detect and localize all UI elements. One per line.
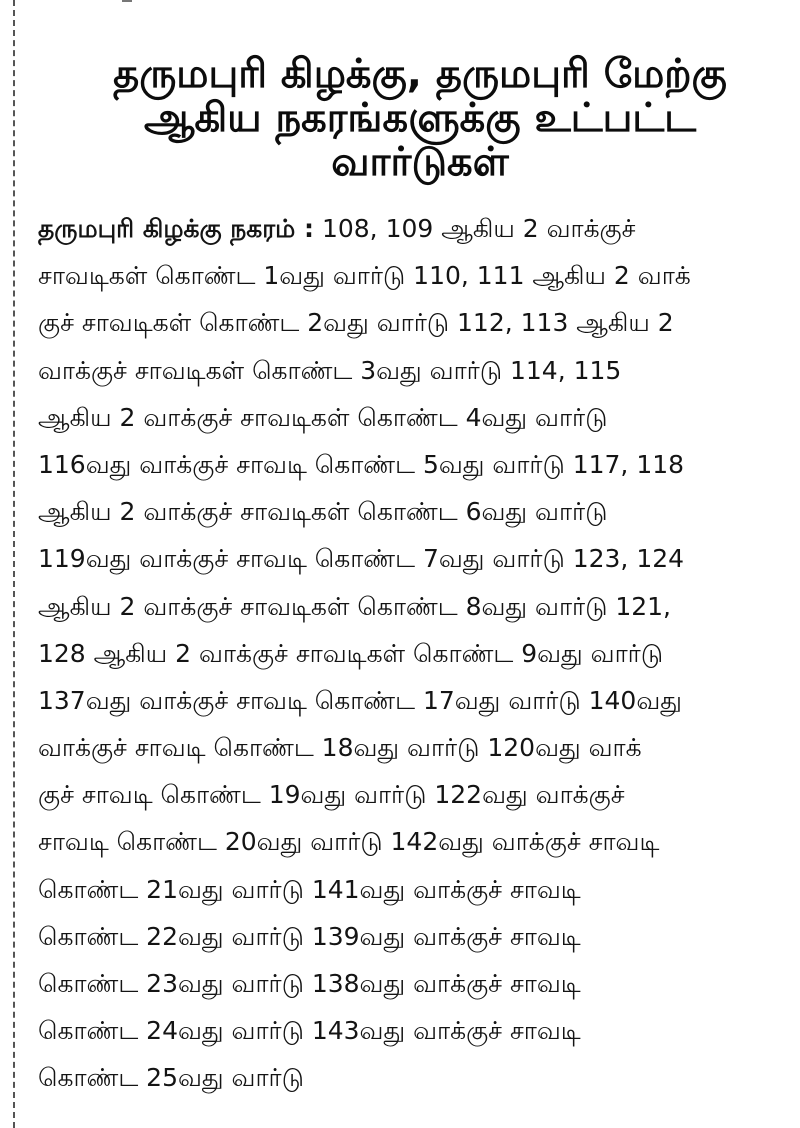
body-line: கொண்ட 21வது வார்டு 141வது வாக்குச் சாவடி [38, 874, 581, 904]
body-line: குச் சாவடிகள் கொண்ட 2வது வார்டு 112, 113 ஆகிய 2 [38, 308, 674, 338]
body-line: 128 ஆகிய 2 வாக்குச் சாவடிகள் கொண்ட 9வது வார்டு [38, 638, 664, 668]
headline-line-1: தருமபுரி கிழக்கு, தருமபுரி மேற்கு [113, 51, 727, 97]
body-line: வாக்குச் சாவடி கொண்ட 18வது வார்டு 120வது வாக் [38, 733, 642, 763]
body-line: சாவடிகள் கொண்ட 1வது வார்டு 110, 111 ஆகிய 2 வாக் [38, 261, 691, 291]
body-line: 137வது வாக்குச் சாவடி கொண்ட 17வது வார்டு 140வது [38, 685, 682, 715]
body-line: 116வது வாக்குச் சாவடி கொண்ட 5வது வார்டு 117, 118 [38, 449, 685, 479]
body-line: குச் சாவடி கொண்ட 19வது வார்டு 122வது வாக்குச் [38, 780, 625, 810]
body-line [38, 205, 798, 252]
body-line: கொண்ட 24வது வார்டு 143வது வாக்குச் சாவடி [38, 1016, 581, 1046]
article-body [38, 205, 798, 1102]
body-line: கொண்ட 23வது வார்டு 138வது வாக்குச் சாவடி [38, 969, 581, 998]
body-line: ஆகிய 2 வாக்குச் சாவடிகள் கொண்ட 6வது வார்டு [38, 497, 608, 527]
headline-line-3: வார்டுகள் [331, 139, 509, 185]
clipped-top-edge-mark [122, 0, 132, 2]
body-line-text: 108, 109 ஆகிய 2 வாக்குச் [321, 214, 636, 243]
body-line: ஆகிய 2 வாக்குச் சாவடிகள் கொண்ட 8வது வார்டு 121, [38, 591, 671, 621]
headline-line-2: ஆகிய நகரங்களுக்கு உட்பட்ட [143, 95, 697, 141]
body-line: கொண்ட 22வது வார்டு 139வது வாக்குச் சாவடி [38, 921, 581, 951]
body-line: 119வது வாக்குச் சாவடி கொண்ட 7வது வார்டு 123, 124 [38, 544, 685, 574]
body-line: வாக்குச் சாவடிகள் கொண்ட 3வது வார்டு 114, 115 [38, 355, 622, 385]
body-line: சாவடி கொண்ட 20வது வார்டு 142வது வாக்குச் சாவடி [38, 827, 660, 857]
clipped-top-edge-mark [40, 0, 80, 5]
article-headline [40, 52, 800, 184]
dashed-margin-rule [13, 0, 15, 1128]
body-line: கொண்ட 25வது வார்டு [38, 1063, 304, 1093]
body-line: ஆகிய 2 வாக்குச் சாவடிகள் கொண்ட 4வது வார்டு [38, 402, 608, 432]
lead-label: தருமபுரி கிழக்கு நகரம் : [38, 214, 315, 243]
